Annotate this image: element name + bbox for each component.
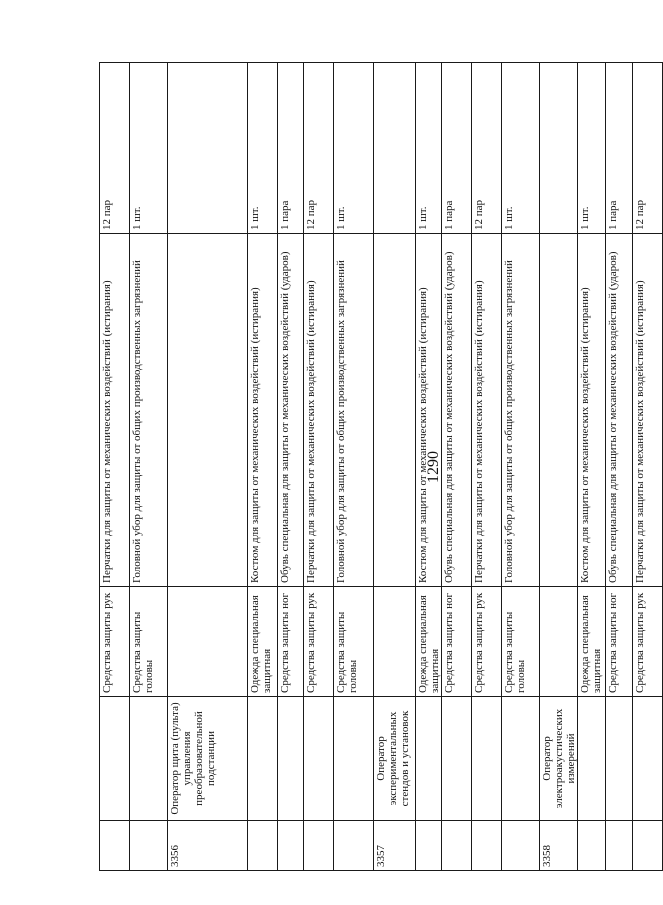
cell-ppe-category	[374, 587, 416, 697]
cell-quantity: 1 шт.	[502, 63, 540, 234]
cell-ppe-item: Костюм для защиты от механических воздействий (истирания)	[578, 234, 606, 587]
cell-profession: Оператор щита (пульта) управления преобразовательной подстанции	[168, 697, 248, 821]
cell-ppe-item	[168, 234, 248, 587]
cell-ppe-item: Головной убор для защиты от общих производственных загрязнений	[502, 234, 540, 587]
cell-code	[248, 821, 278, 871]
page-number: 1290	[425, 451, 442, 483]
cell-ppe-category: Одежда специальная защитная	[248, 587, 278, 697]
cell-quantity: 12 пар	[304, 63, 334, 234]
cell-ppe-category	[168, 587, 248, 697]
cell-quantity: 1 шт.	[416, 63, 442, 234]
cell-ppe-item: Костюм для защиты от механических воздействий (истирания)	[248, 234, 278, 587]
cell-quantity: 1 шт.	[248, 63, 278, 234]
cell-code: 3358	[540, 821, 578, 871]
cell-code	[130, 821, 168, 871]
cell-code	[416, 821, 442, 871]
cell-code: 3356	[168, 821, 248, 871]
cell-ppe-category: Средства защиты ног	[442, 587, 472, 697]
cell-ppe-item	[540, 234, 578, 587]
cell-ppe-category: Средства защиты рук	[472, 587, 502, 697]
cell-code	[578, 821, 606, 871]
cell-ppe-item: Головной убор для защиты от общих производственных загрязнений	[334, 234, 374, 587]
cell-profession	[442, 697, 472, 821]
cell-ppe-item: Обувь специальная для защиты от механических воздействий (ударов)	[606, 234, 633, 587]
cell-ppe-category: Средства защиты рук	[100, 587, 130, 697]
table-row	[442, 63, 472, 871]
cell-ppe-category: Одежда специальная защитная	[578, 587, 606, 697]
table-row	[304, 63, 334, 871]
cell-quantity: 12 пар	[100, 63, 130, 234]
cell-profession	[304, 697, 334, 821]
cell-quantity: 1 шт.	[334, 63, 374, 234]
cell-ppe-item: Перчатки для защиты от механических воздействий (истирания)	[472, 234, 502, 587]
table-row	[334, 63, 374, 871]
cell-quantity: 1 пара	[606, 63, 633, 234]
cell-quantity	[168, 63, 248, 234]
cell-ppe-category: Средства защиты рук	[304, 587, 334, 697]
cell-ppe-item: Обувь специальная для защиты от механических воздействий (ударов)	[442, 234, 472, 587]
cell-quantity: 12 пар	[472, 63, 502, 234]
table-row	[502, 63, 540, 871]
cell-code	[502, 821, 540, 871]
cell-ppe-category: Средства защиты ног	[606, 587, 633, 697]
table-row	[578, 63, 606, 871]
cell-profession	[502, 697, 540, 821]
table-row	[416, 63, 442, 871]
cell-ppe-item: Перчатки для защиты от механических воздействий (истирания)	[100, 234, 130, 587]
table-row	[278, 63, 304, 871]
cell-ppe-category: Средства защиты головы	[502, 587, 540, 697]
cell-profession	[578, 697, 606, 821]
cell-profession	[633, 697, 663, 821]
cell-code	[334, 821, 374, 871]
cell-profession	[472, 697, 502, 821]
cell-profession: Оператор экспериментальных стендов и установок	[374, 697, 416, 821]
cell-quantity: 1 пара	[442, 63, 472, 234]
cell-profession	[130, 697, 168, 821]
table-row-profession	[168, 63, 248, 871]
cell-code	[278, 821, 304, 871]
cell-ppe-item: Головной убор для защиты от общих производственных загрязнений	[130, 234, 168, 587]
cell-ppe-category: Средства защиты рук	[633, 587, 663, 697]
cell-ppe-category: Средства защиты головы	[130, 587, 168, 697]
ppe-norms-table	[99, 62, 663, 871]
cell-quantity: 12 пар	[633, 63, 663, 234]
cell-profession	[334, 697, 374, 821]
cell-quantity: 1 шт.	[578, 63, 606, 234]
cell-code	[633, 821, 663, 871]
cell-ppe-category: Средства защиты ног	[278, 587, 304, 697]
cell-ppe-category: Одежда специальная защитная	[416, 587, 442, 697]
table-row	[633, 63, 663, 871]
table-row	[472, 63, 502, 871]
cell-ppe-item: Перчатки для защиты от механических воздействий (истирания)	[304, 234, 334, 587]
cell-code: 3357	[374, 821, 416, 871]
cell-quantity	[540, 63, 578, 234]
cell-ppe-item: Перчатки для защиты от механических воздействий (истирания)	[633, 234, 663, 587]
cell-profession	[606, 697, 633, 821]
table-row-profession	[374, 63, 416, 871]
table-row	[248, 63, 278, 871]
cell-profession	[248, 697, 278, 821]
cell-quantity: 1 шт.	[130, 63, 168, 234]
cell-quantity	[374, 63, 416, 234]
cell-profession	[100, 697, 130, 821]
cell-ppe-category: Средства защиты головы	[334, 587, 374, 697]
cell-ppe-item: Обувь специальная для защиты от механических воздействий (ударов)	[278, 234, 304, 587]
table-row	[606, 63, 633, 871]
cell-ppe-category	[540, 587, 578, 697]
cell-profession: Оператор электроакустических измерений	[540, 697, 578, 821]
cell-ppe-item	[374, 234, 416, 587]
cell-profession	[416, 697, 442, 821]
cell-quantity: 1 пара	[278, 63, 304, 234]
cell-code	[442, 821, 472, 871]
cell-code	[472, 821, 502, 871]
cell-code	[304, 821, 334, 871]
cell-code	[100, 821, 130, 871]
table-row-profession	[540, 63, 578, 871]
cell-code	[606, 821, 633, 871]
rotated-content	[99, 63, 646, 871]
table-row	[130, 63, 168, 871]
cell-profession	[278, 697, 304, 821]
cell-ppe-item: Костюм для защиты от механических воздействий (истирания)	[416, 234, 442, 587]
table-row	[100, 63, 130, 871]
